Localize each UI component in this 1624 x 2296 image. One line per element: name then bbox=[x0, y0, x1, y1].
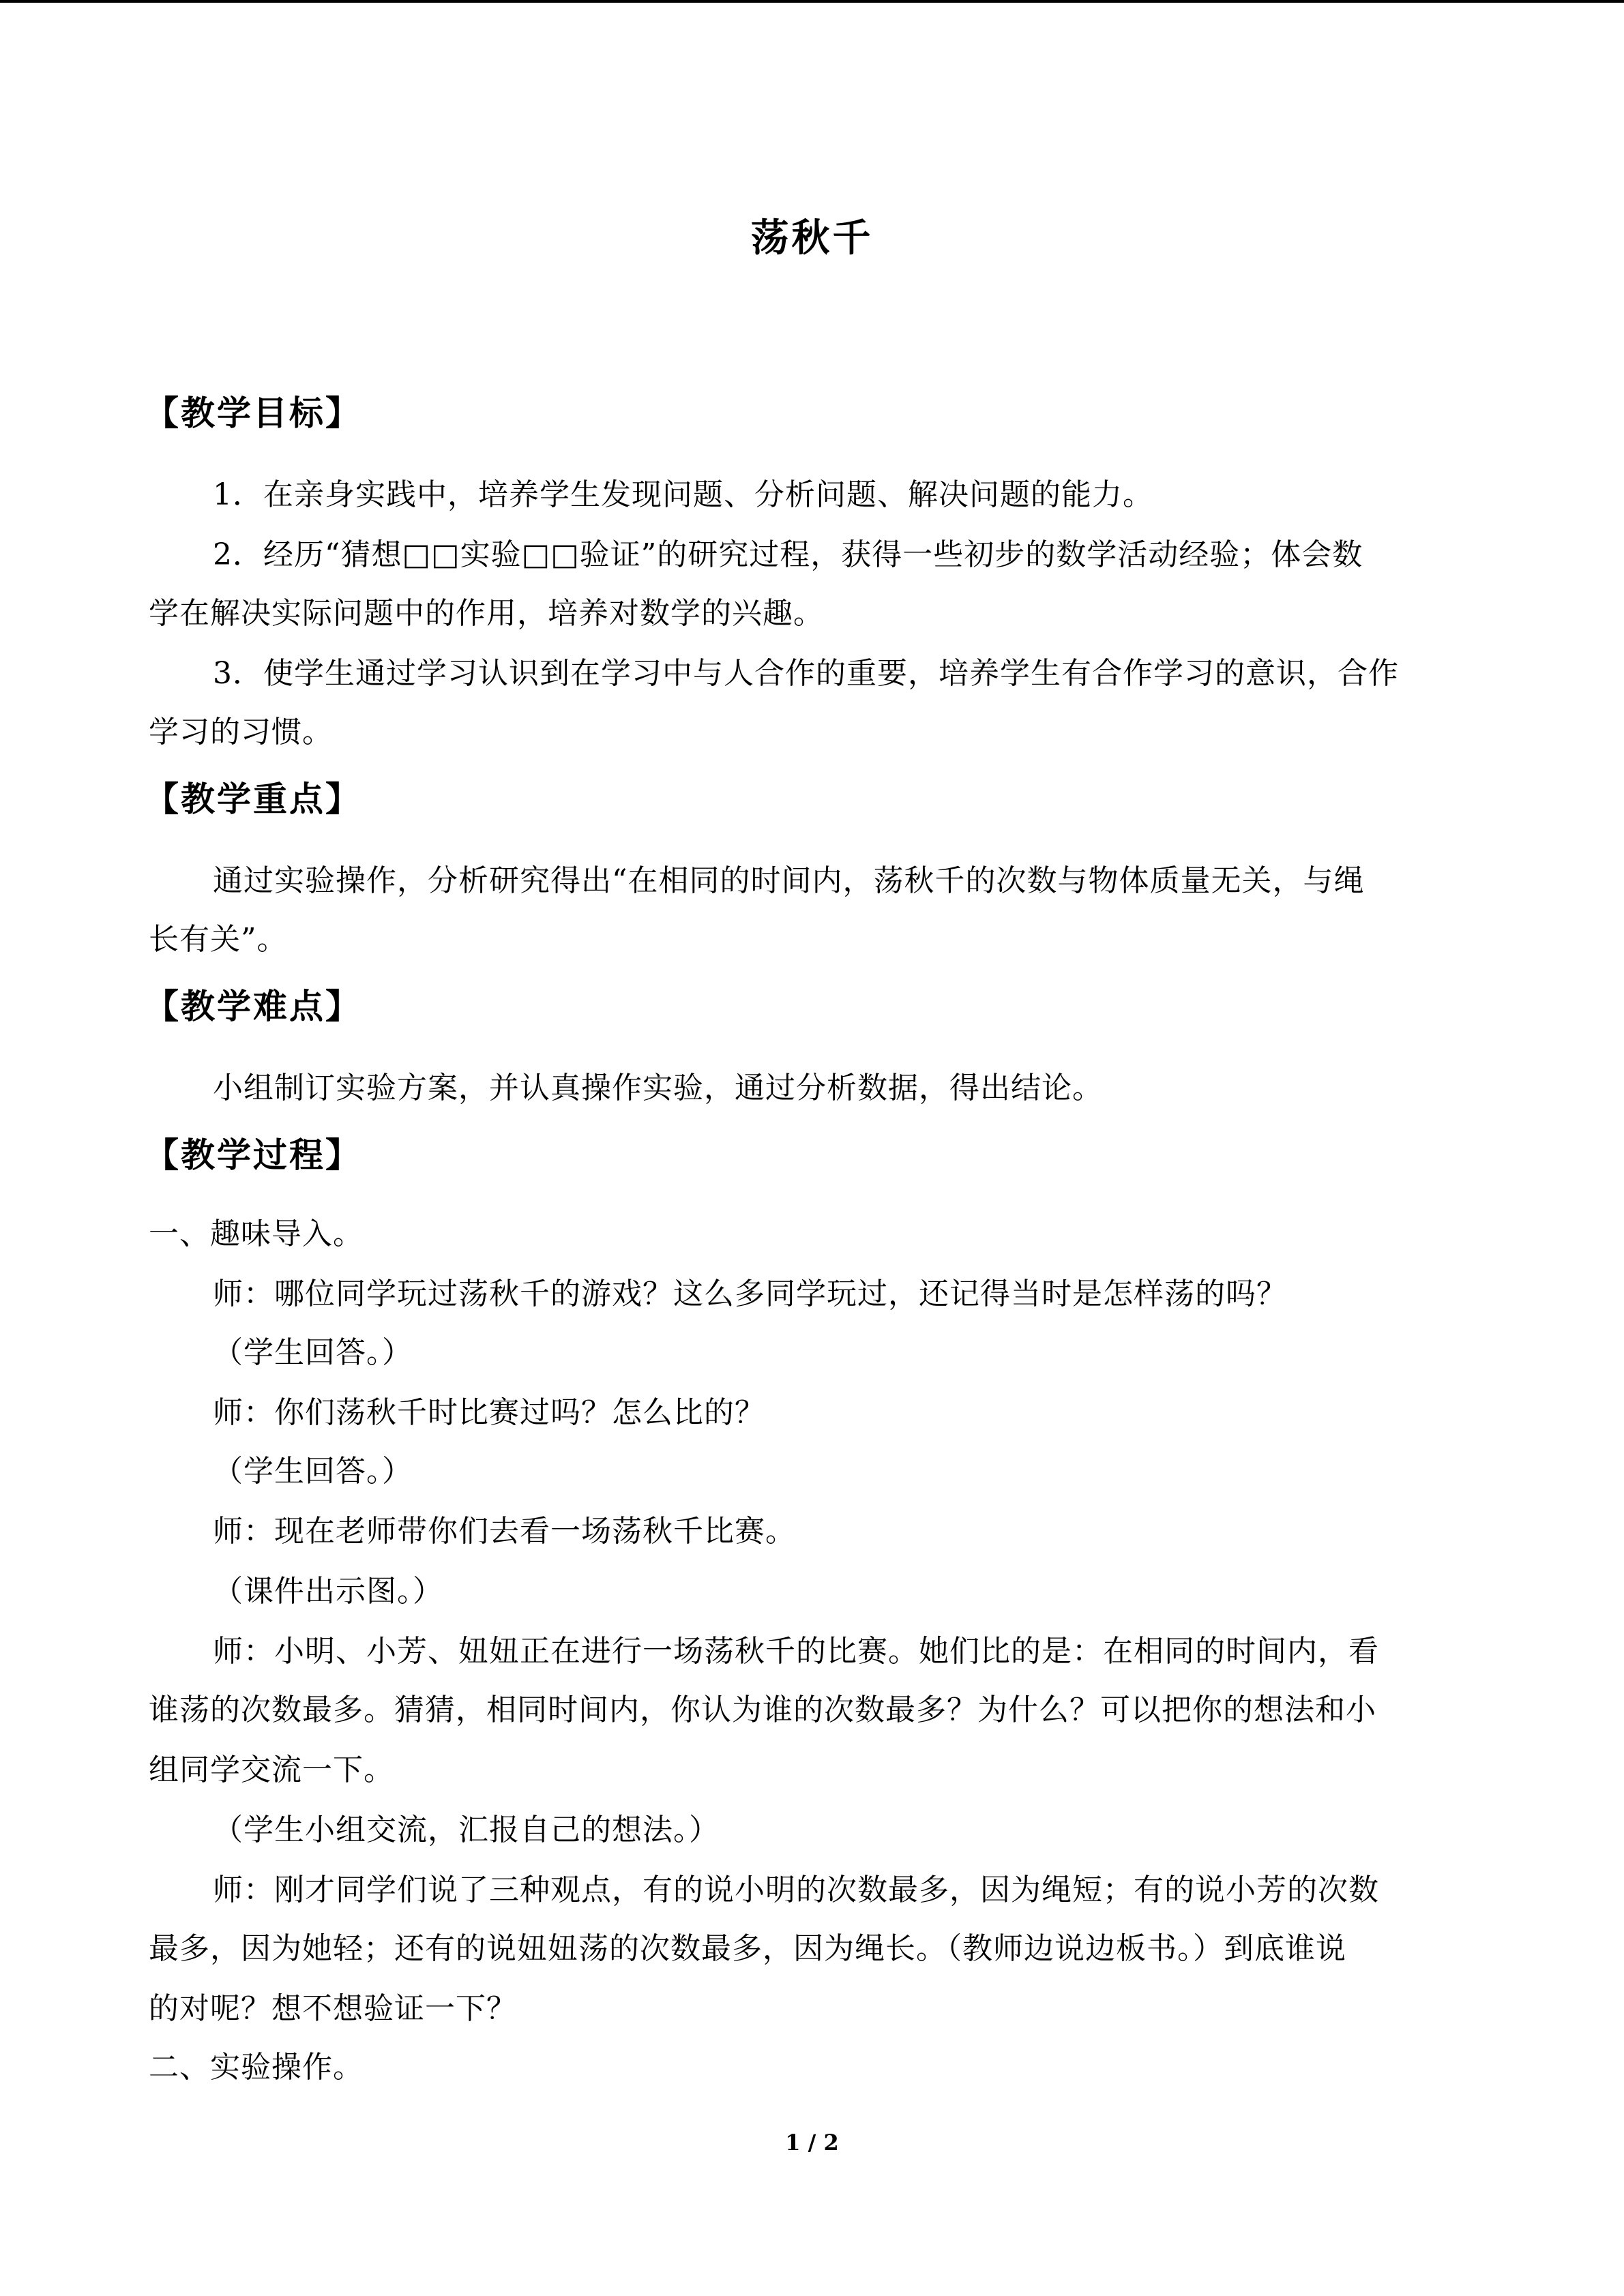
process-line: （学生回答。） bbox=[213, 1454, 413, 1489]
process-line: 师：你们荡秋千时比赛过吗？怎么比的？ bbox=[213, 1395, 765, 1430]
objectives-line: 3．使学生通过学习认识到在学习中与人合作的重要，培养学生有合作学习的意识，合作 bbox=[213, 656, 1399, 691]
objectives-line: 学习的习惯。 bbox=[149, 715, 333, 749]
process-line: 的对呢？想不想验证一下？ bbox=[149, 1991, 517, 2026]
heading-process: 【教学过程】 bbox=[145, 1135, 361, 1175]
process-line: 师：哪位同学玩过荡秋千的游戏？这么多同学玩过，还记得当时是怎样荡的吗？ bbox=[213, 1277, 1287, 1311]
top-border-line bbox=[0, 0, 1624, 3]
process-line: 最多，因为她轻；还有的说妞妞荡的次数最多，因为绳长。（教师边说边板书。）到底谁说 bbox=[149, 1931, 1346, 1966]
key-points-line: 通过实验操作，分析研究得出“在相同的时间内，荡秋千的次数与物体质量无关，与绳 bbox=[213, 863, 1365, 898]
difficulties-line: 小组制订实验方案，并认真操作实验，通过分析数据，得出结论。 bbox=[213, 1071, 1103, 1105]
process-line: （课件出示图。） bbox=[213, 1574, 443, 1609]
process-line: 组同学交流一下。 bbox=[149, 1753, 394, 1787]
process-line: 师：刚才同学们说了三种观点，有的说小明的次数最多，因为绳短；有的说小芳的次数 bbox=[213, 1873, 1379, 1907]
heading-key-points: 【教学重点】 bbox=[145, 779, 361, 819]
process-line: 师：小明、小芳、妞妞正在进行一场荡秋千的比赛。她们比的是：在相同的时间内，看 bbox=[213, 1634, 1379, 1669]
heading-objectives: 【教学目标】 bbox=[145, 393, 361, 433]
objectives-line: 学在解决实际问题中的作用，培养对数学的兴趣。 bbox=[149, 596, 824, 631]
heading-difficulties: 【教学难点】 bbox=[145, 987, 361, 1026]
process-line: 二、实验操作。 bbox=[149, 2050, 364, 2085]
objectives-line: 2．经历“猜想□□实验□□验证”的研究过程，获得一些初步的数学活动经验；体会数 bbox=[213, 537, 1363, 572]
objectives-line: 1．在亲身实践中，培养学生发现问题、分析问题、解决问题的能力。 bbox=[213, 477, 1153, 512]
process-line: 一、趣味导入。 bbox=[149, 1217, 364, 1251]
process-line: 师：现在老师带你们去看一场荡秋千比赛。 bbox=[213, 1514, 796, 1549]
key-points-line: 长有关”。 bbox=[149, 922, 288, 957]
document-title: 荡秋千 bbox=[750, 216, 874, 260]
process-line: （学生小组交流，汇报自己的想法。） bbox=[213, 1813, 720, 1847]
process-line: （学生回答。） bbox=[213, 1335, 413, 1370]
process-line: 谁荡的次数最多。猜猜，相同时间内，你认为谁的次数最多？为什么？可以把你的想法和小 bbox=[149, 1693, 1376, 1727]
page-number: 1 / 2 bbox=[785, 2130, 839, 2156]
